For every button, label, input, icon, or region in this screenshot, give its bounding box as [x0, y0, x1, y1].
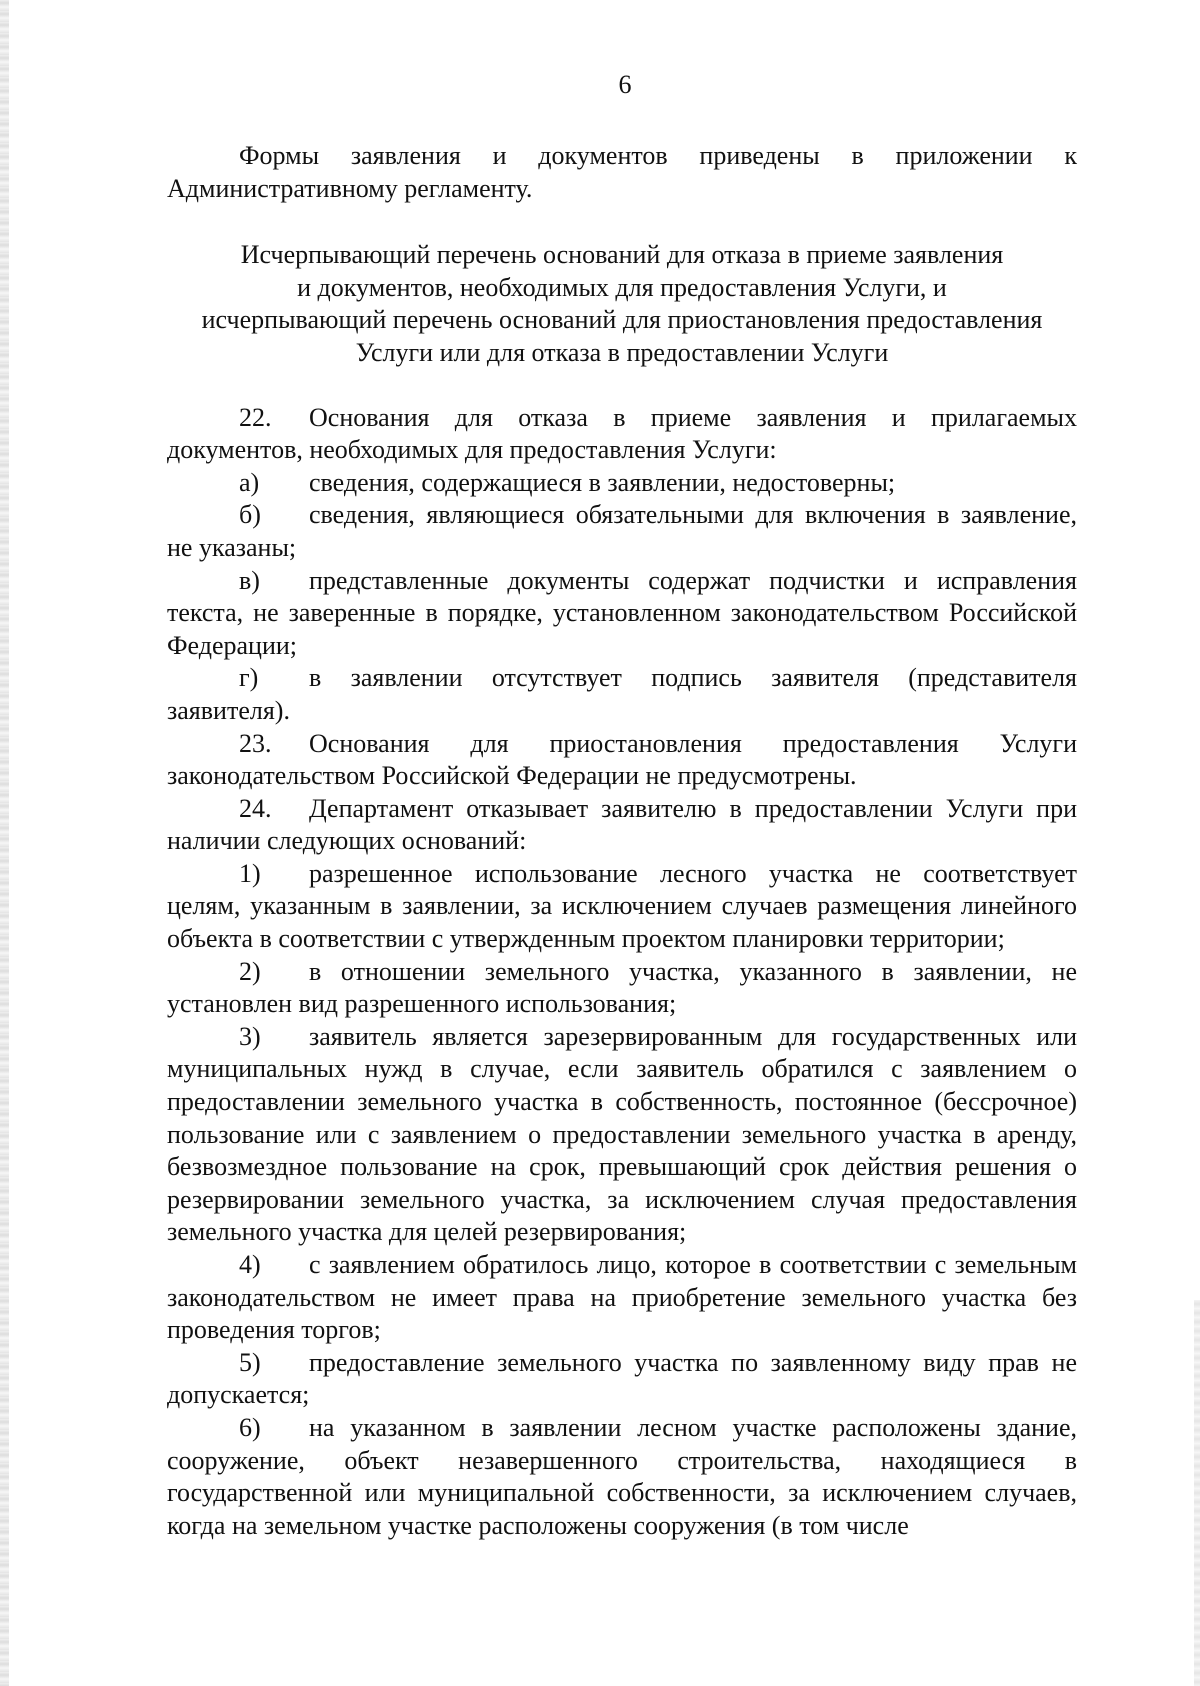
item-marker: 6)	[239, 1412, 261, 1442]
item-text: на указанном в заявлении лесном участке расположены здание, сооружение, объект незавершенного строительства, находящиеся в государственной или муниципальной собственности, за исключением случаев, когда на земельном участке расположены сооружения (в том числе	[167, 1412, 1077, 1540]
item-v	[167, 565, 1077, 663]
paragraph-number: 24.	[239, 793, 272, 823]
item-5	[167, 1347, 1077, 1412]
item-marker: 3)	[239, 1021, 261, 1051]
paragraph-text: Основания для приостановления предоставления Услуги законодательством Российской Федерации не предусмотрены.	[167, 728, 1077, 791]
section-heading-line: Услуги или для отказа в предоставлении Услуги	[355, 337, 889, 367]
paragraph-text: Департамент отказывает заявителю в предоставлении Услуги при наличии следующих оснований:	[167, 793, 1077, 856]
item-3	[167, 1021, 1077, 1249]
paragraph-text: Основания для отказа в приеме заявления и прилагаемых документов, необходимых для предоставления Услуги:	[167, 402, 1077, 465]
section-heading-line: Исчерпывающий перечень оснований для отказа в приеме заявления	[240, 240, 1004, 270]
item-marker: г)	[239, 663, 259, 693]
item-text: предоставление земельного участка по заявленному виду прав не допускается;	[167, 1347, 1077, 1410]
document-body	[167, 140, 1077, 1542]
page-number: 6	[618, 70, 632, 99]
item-2	[167, 956, 1077, 1021]
paragraph-22	[167, 402, 1077, 467]
item-marker: 5)	[239, 1347, 261, 1377]
item-marker: а)	[239, 467, 260, 497]
item-6	[167, 1412, 1077, 1542]
paragraph-number: 22.	[239, 402, 272, 432]
item-marker: 2)	[239, 956, 261, 986]
item-marker: в)	[239, 565, 260, 595]
item-b	[167, 499, 1077, 564]
section-heading-line: и документов, необходимых для предоставления Услуги, и	[297, 272, 947, 302]
paragraph-24	[167, 793, 1077, 858]
scan-edge-right	[1194, 1300, 1200, 1686]
item-text: в заявлении отсутствует подпись заявителя (представителя заявителя).	[167, 663, 1077, 725]
section-heading	[167, 239, 1077, 369]
section-heading-line: исчерпывающий перечень оснований для приостановления предоставления	[201, 305, 1043, 335]
intro-paragraph: Формы заявления и документов приведены в приложении к Административному регламенту.	[167, 141, 1077, 203]
item-text: с заявлением обратилось лицо, которое в соответствии с земельным законодательством не имеет права на приобретение земельного участка без проведения торгов;	[167, 1250, 1077, 1345]
item-text: разрешенное использование лесного участка не соответствует целям, указанным в заявлении, за исключением случаев размещения линейного объекта в соответствии с утвержденным проектом планировки территории;	[167, 858, 1077, 954]
item-text: представленные документы содержат подчистки и исправления текста, не заверенные в порядке, установленном законодательством Российской Федерации;	[167, 565, 1077, 660]
item-text: в отношении земельного участка, указанного в заявлении, не установлен вид разрешенного использования;	[167, 956, 1077, 1019]
item-g	[167, 662, 1077, 727]
item-text: сведения, содержащиеся в заявлении, недостоверны;	[309, 467, 896, 497]
item-a	[167, 467, 1077, 500]
paragraph-23	[167, 728, 1077, 793]
item-marker: 4)	[239, 1250, 261, 1279]
item-4	[167, 1249, 1077, 1347]
item-text: сведения, являющиеся обязательными для включения в заявление, не указаны;	[167, 500, 1077, 562]
scan-edge-left	[0, 0, 9, 1686]
item-1	[167, 858, 1077, 956]
item-marker: б)	[239, 500, 261, 530]
item-text: заявитель является зарезервированным для государственных или муниципальных нужд в случае, если заявитель обратился с заявлением о предоставлении земельного участка в собственность, постоянное (бессрочное) пользование или с заявлением о предоставлении земельного участка в аренду, безвозмездное пользование на срок, превышающий срок действия решения о резервировании земельного участка, за исключением случая предоставления земельного участка для целей резервирования;	[167, 1021, 1077, 1247]
paragraph-number: 23.	[239, 728, 272, 758]
item-marker: 1)	[239, 858, 261, 888]
